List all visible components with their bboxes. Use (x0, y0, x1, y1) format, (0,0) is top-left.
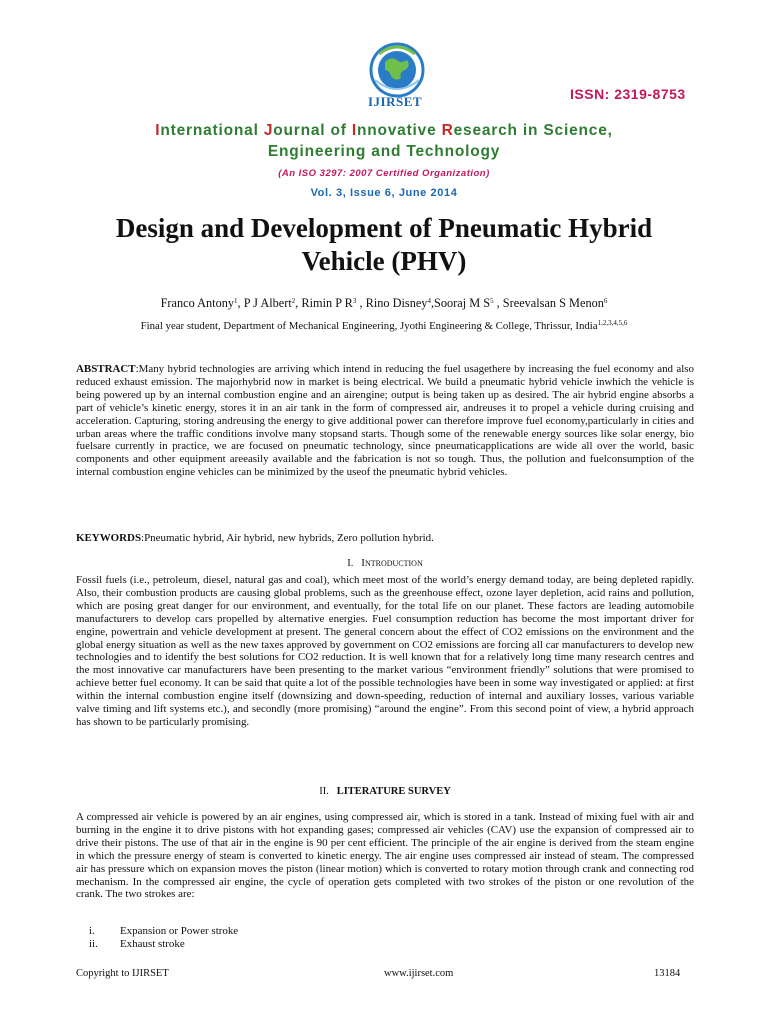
author: Sooraj M S (434, 296, 491, 310)
footer-copyright: Copyright to IJIRSET (76, 968, 169, 979)
author: Franco Antony (160, 296, 235, 310)
section-heading-literature-survey: II. LITERATURE SURVEY (319, 786, 451, 797)
journal-title-line2: Engineering and Technology (267, 143, 501, 160)
journal-title-line1: International Journal of Innovative Research in Science, (155, 122, 613, 139)
author: P J Albert (243, 296, 292, 310)
affiliation: Final year student, Department of Mechanical Engineering, Jyothi Engineering & College, Thrissur, India$^{1,2,3,4,5,6}$ (140, 319, 628, 332)
literature-paragraph: A compressed air vehicle is powered by an air engines, using compressed air, which is stored in a tank. Instead of mixing fuel with air and burning in the engine it to drive pistons with hot expanding gases; compressed air vehicles (CAV) use the expansion of compressed air to drive their pistons. The use of that air in the engine is 90 per cent efficient. The principle of the air engine is derived from the steam engine in which the pressure energy of steam is converted to kinetic energy. The air engine uses compressed air instead of steam. The compressed air has pressure which on expansion moves the piston (linear motion) which is converted to rotary motion through crank and connecting rod mechanism. In the compressed air engine, the cycle of operation gets completed with two strokes of the piston or one revolution of the crank. The two strokes are: (76, 811, 694, 901)
page-number: 13184 (654, 968, 681, 979)
iso-certification: (An ISO 3297: 2007 Certified Organization) (278, 168, 490, 179)
list-item: ii. Exhaust stroke (89, 937, 185, 950)
keywords-paragraph: KEYWORDS:Pneumatic hybrid, Air hybrid, new hybrids, Zero pollution hybrid. (76, 532, 434, 544)
issn-number: ISSN: 2319-8753 (570, 86, 686, 102)
abstract-label: ABSTRACT (76, 363, 136, 375)
volume-issue: Vol. 3, Issue 6, June 2014 (310, 187, 458, 199)
paper-title: Design and Development of Pneumatic Hybrid Vehicle (PHV) (115, 213, 653, 276)
introduction-paragraph: Fossil fuels (i.e., petroleum, diesel, natural gas and coal), which meet most of the world’s energy demand today, are being depleted rapidly. Also, their combustion products are causing global problems, such as the greenhouse effect, ozone layer depletion, acid rains and pollution, which are posing great danger for our environment, and eventually, for the total life on our planet. These factors are leading automobile manufacturers to develop cars propelled by alternative energies. Fuel consumption reduction has become the most important driver for engine, powertrain and vehicle development at present. The general concern about the effect of CO2 emissions on the environment and the global energy situation as well as the new taxes approved by government on CO2 emissions are forcing all car manufacturers to develop new technologies and to identify the best solutions for CO2 reduction. It is well known that for a relatively long time many research centres and the most innovative car manufacturers have been presenting to the market various “environment friendly” solutions that were promised to achieve better fuel economy. It can be said that quite a lot of the possible technologies have been in some way investigated or applied: at first within the internal combustion engine itself (downsizing and down-speeding, reduction of internal and auxiliary losses, various variable valve timing and lift systems etc.), and secondly (more promising) “around the engine”. From this second point of view, a hybrid approach has shown to be particularly promising. (76, 574, 694, 728)
journal-logo-text: IJIRSET (368, 94, 423, 109)
section-heading-introduction: I. Introduction (347, 557, 423, 569)
keywords-label: KEYWORDS (76, 532, 142, 544)
author: Rimin P R (301, 296, 353, 310)
footer-website: www.ijirset.com (384, 968, 454, 979)
strokes-list (76, 925, 238, 951)
author: Sreevalsan S Menon (502, 296, 604, 310)
list-item: i. Expansion or Power stroke (89, 925, 239, 937)
abstract-paragraph: ABSTRACT:Many hybrid technologies are arriving which intend in reducing the fuel usagethere by increasing the fuel economy and also reduced exhaust emission. The majorhybrid now in market is being electrical. We build a pneumatic hybrid vehicle inwhich the vehicle is being powered up by an internal combustion engine and an airengine; output is being taken up as desired. The air hybrid engine absorbs a part of vehicle’s kinetic energy, stores it in an air tank in the form of compressed air, andreuses it to propel a vehicle during cruising and acceleration. Capturing, storing andreusing the energy to give additional power can therefore improve fuel economy,particularly in cities and urban areas where the traffic conditions involve many stopsand starts. Though some of the renewable energy sources like solar energy, bio fuelsare currently in practice, we are focused on pneumatic technology, since pneumaticapplications are wide all over the world, basic components and other equipment areeasily available and the fabrication is not so tough. Thus, the pollution and fuelconsumption of the internal combustion engine vehicles can be minimized by the useof the pneumatic hybrid vehicles. (76, 363, 694, 479)
author: Rino Disney (365, 296, 428, 310)
author-list: Franco Antony$^1$, P J Albert$^2$, Rimin P $R^3$ , Rino Disney$^4$,Sooraj M $S^5$ , Sreevalsan S Menon$^6$ (160, 296, 608, 310)
